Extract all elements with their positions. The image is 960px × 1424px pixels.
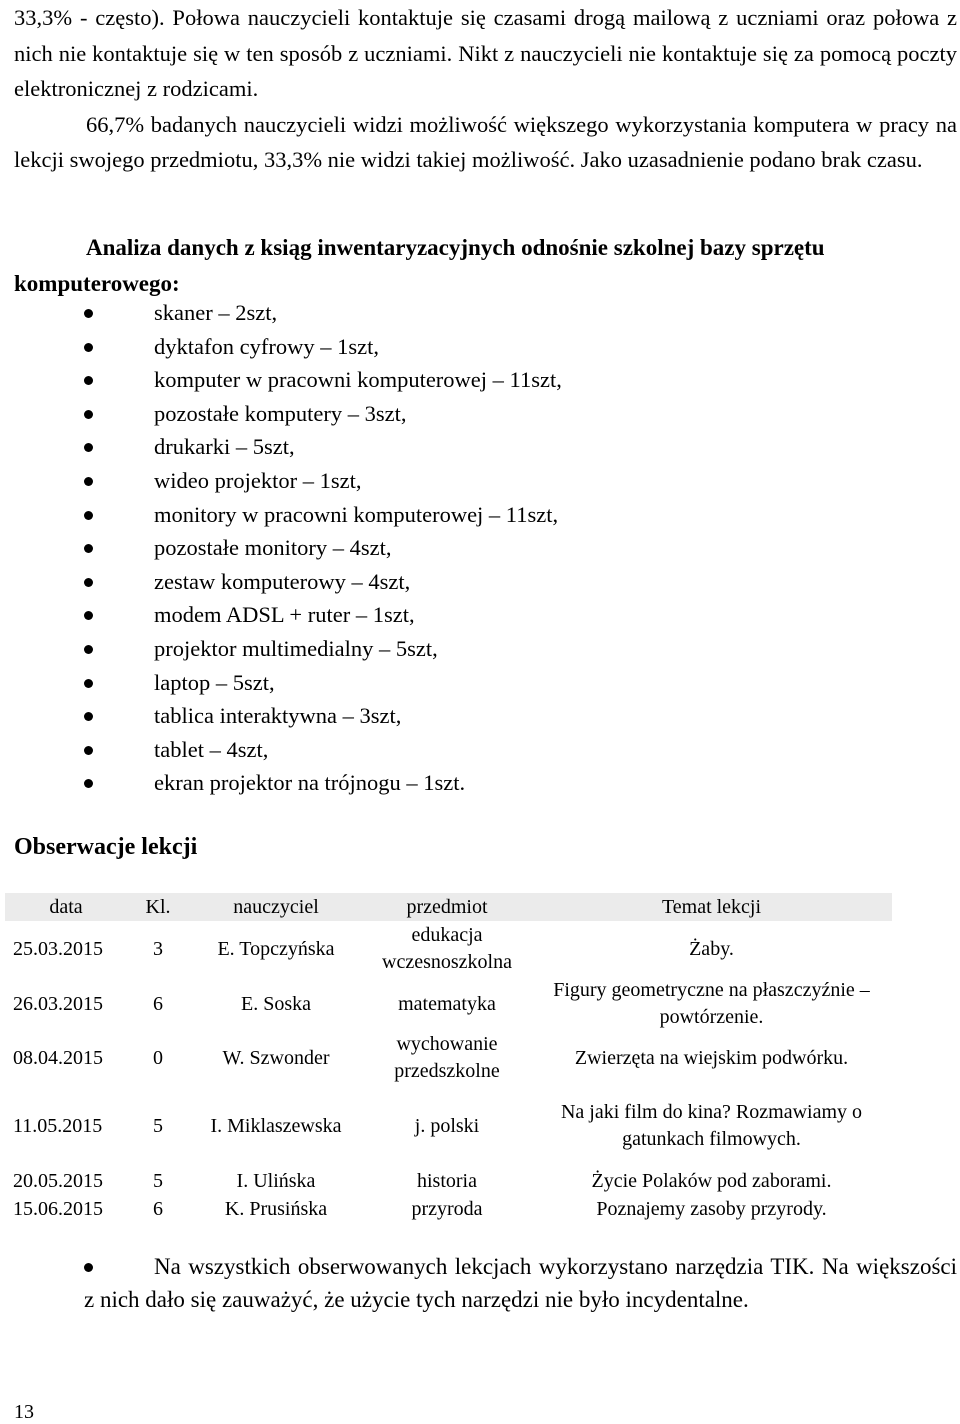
cell-subject: przyroda <box>411 1197 483 1220</box>
cell-teacher: E. Soska <box>241 992 311 1015</box>
cell-date: 25.03.2015 <box>13 937 103 960</box>
list-item-text: laptop – 5szt, <box>154 669 275 695</box>
bullet-icon <box>84 544 93 553</box>
list-item-text: skaner – 2szt, <box>154 300 278 325</box>
cell-teacher: K. Prusińska <box>224 1197 328 1220</box>
cell-subject: wychowanie przedszkolne <box>394 1033 500 1082</box>
table-row <box>5 1031 892 1085</box>
cell-subject: j. polski <box>414 1114 480 1137</box>
list-item-text: komputer w pracowni komputerowej – 11szt, <box>154 367 562 393</box>
cell-date: 20.05.2015 <box>13 1169 103 1192</box>
list-item <box>0 397 960 431</box>
cell-class: 6 <box>153 1197 163 1220</box>
list-item-text: zestaw komputerowy – 4szt, <box>154 568 411 594</box>
cell-topic: Zwierzęta na wiejskim podwórku. <box>574 1046 849 1069</box>
inventory-heading <box>14 230 957 302</box>
cell-date: 08.04.2015 <box>13 1046 103 1069</box>
list-item-text: pozostałe monitory – 4szt, <box>154 535 392 561</box>
list-item <box>0 363 960 397</box>
page-number: 13 <box>14 1401 34 1423</box>
intro-text-1: 33,3% - często). Połowa nauczycieli kontaktuje się czasami drogą mailową z uczniami oraz połowa z nich nie kontaktuje się w ten sposób z uczniami. Nikt z nauczycieli nie kontaktuje się za pomocą poczty elektronicznej z rodzicami. <box>14 5 957 101</box>
cell-class: 0 <box>153 1046 163 1069</box>
list-item-text: ekran projektor na trójnogu – 1szt. <box>154 770 466 796</box>
cell-date: 11.05.2015 <box>13 1114 103 1137</box>
bullet-icon <box>84 410 93 419</box>
column-header-teacher: nauczyciel <box>189 893 363 921</box>
bullet-icon <box>84 578 93 587</box>
intro-text-2: 66,7% badanych nauczycieli widzi możliwość większego wykorzystania komputera w pracy na lekcji swojego przedmiotu, 33,3% nie widzi takiej możliwość. Jako uzasadnienie podano brak czasu. <box>14 111 957 172</box>
cell-class: 5 <box>153 1169 163 1192</box>
list-item <box>0 632 960 666</box>
cell-topic: Na jaki film do kina? Rozmawiamy o gatunkach filmowych. <box>560 1101 863 1150</box>
observations-table <box>5 893 892 1223</box>
table-row <box>5 977 892 1031</box>
list-item <box>0 330 960 364</box>
list-item-text: tablet – 4szt, <box>154 736 269 762</box>
closing-paragraph <box>84 1250 957 1316</box>
list-item-text: tablica interaktywna – 3szt, <box>154 703 402 729</box>
closing-text: Na wszystkich obserwowanych lekcjach wykorzystano narzędzia TIK. Na większości z nich dało się zauważyć, że użycie tych narzędzi nie było incydentalne. <box>84 1254 957 1312</box>
list-item-text: drukarki – 5szt, <box>154 434 295 460</box>
list-item <box>0 733 960 767</box>
cell-class: 6 <box>153 992 163 1015</box>
bullet-icon <box>84 1263 93 1272</box>
bullet-icon <box>84 511 93 520</box>
list-item-text: monitory w pracowni komputerowej – 11szt, <box>154 501 559 527</box>
inventory-heading-text: Analiza danych z ksiąg inwentaryzacyjnych odnośnie szkolnej bazy sprzętu komputerowego: <box>14 235 825 296</box>
cell-topic: Żaby. <box>689 937 734 960</box>
list-item <box>0 565 960 599</box>
list-item-text: wideo projektor – 1szt, <box>154 467 362 493</box>
column-header-subject: przedmiot <box>363 893 531 921</box>
list-item <box>0 430 960 464</box>
list-item <box>0 699 960 733</box>
table-row <box>5 1085 892 1167</box>
list-item-text: projektor multimedialny – 5szt, <box>154 635 438 661</box>
list-item-text: dyktafon cyfrowy – 1szt, <box>154 333 379 359</box>
list-item <box>0 498 960 532</box>
bullet-icon <box>84 611 93 620</box>
table-row <box>5 1167 892 1195</box>
intro-paragraph <box>14 0 957 178</box>
bullet-icon <box>84 343 93 352</box>
cell-teacher: W. Szwonder <box>222 1046 330 1069</box>
list-item <box>0 531 960 565</box>
cell-teacher: E. Topczyńska <box>217 937 335 960</box>
cell-teacher: I. Miklaszewska <box>210 1114 342 1137</box>
list-item <box>0 464 960 498</box>
cell-class: 5 <box>153 1114 163 1137</box>
bullet-icon <box>84 645 93 654</box>
table-row <box>5 1195 892 1223</box>
table-header-row <box>5 893 892 921</box>
column-header-date: data <box>5 893 127 921</box>
cell-date: 26.03.2015 <box>13 992 103 1015</box>
bullet-icon <box>84 746 93 755</box>
table-row <box>5 921 892 977</box>
bullet-icon <box>84 309 93 318</box>
cell-subject: edukacja wczesnoszkolna <box>382 924 512 973</box>
bullet-icon <box>84 679 93 688</box>
cell-date: 15.06.2015 <box>13 1197 103 1220</box>
inventory-list <box>0 296 960 800</box>
bullet-icon <box>84 376 93 385</box>
column-header-topic: Temat lekcji <box>531 893 892 921</box>
cell-class: 3 <box>153 937 163 960</box>
list-item <box>0 666 960 700</box>
cell-teacher: I. Ulińska <box>236 1169 316 1192</box>
list-item <box>0 598 960 632</box>
list-item <box>0 296 960 330</box>
bullet-icon <box>84 779 93 788</box>
bullet-icon <box>84 477 93 486</box>
bullet-icon <box>84 712 93 721</box>
list-item-text: modem ADSL + ruter – 1szt, <box>154 602 415 628</box>
column-header-class: Kl. <box>127 893 189 921</box>
observations-heading: Obserwacje lekcji <box>14 834 198 860</box>
cell-topic: Życie Polaków pod zaborami. <box>591 1169 832 1192</box>
list-item-text: pozostałe komputery – 3szt, <box>154 400 407 426</box>
bullet-icon <box>84 443 93 452</box>
cell-topic: Figury geometryczne na płaszczyźnie – powtórzenie. <box>553 979 870 1028</box>
cell-topic: Poznajemy zasoby przyrody. <box>596 1197 827 1220</box>
list-item <box>0 766 960 800</box>
cell-subject: matematyka <box>398 992 496 1015</box>
cell-subject: historia <box>417 1169 477 1192</box>
